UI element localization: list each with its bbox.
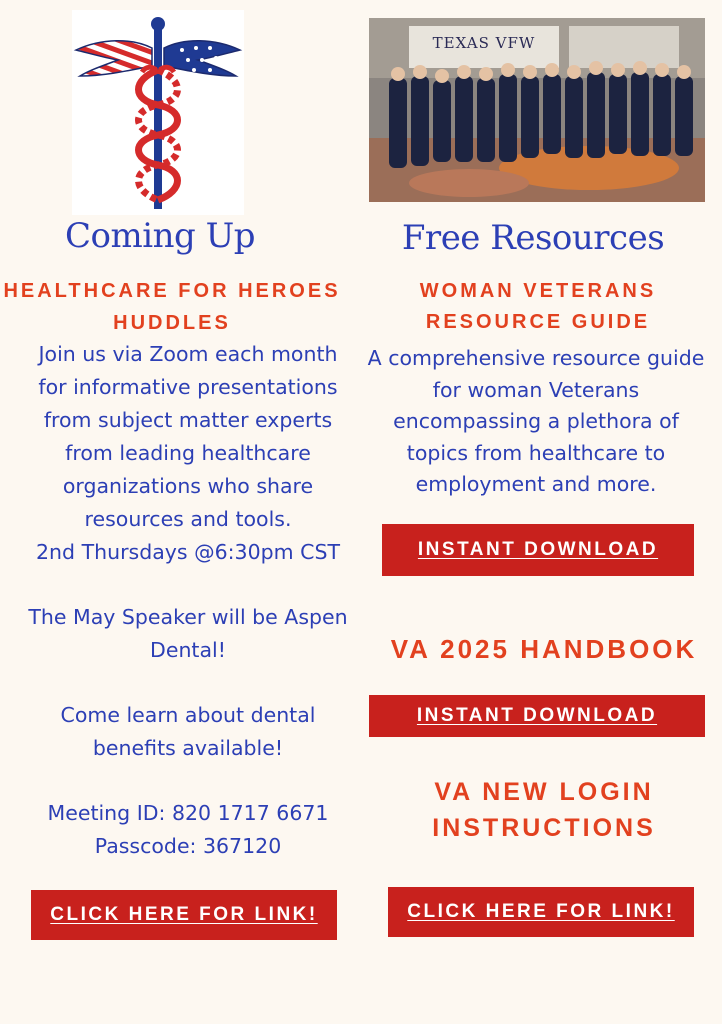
text-line: Join us via Zoom each month <box>38 342 338 366</box>
schedule-text: 2nd Thursdays @6:30pm CST <box>36 540 340 564</box>
text-line: employment and more. <box>415 472 657 496</box>
text-line: Dental! <box>150 638 226 662</box>
free-resources-title: Free Resources <box>401 218 665 258</box>
huddles-heading-line2: HUDDLES <box>113 312 231 334</box>
huddles-heading-line1: HEALTHCARE FOR HEROES <box>3 280 341 302</box>
group-photo <box>369 18 705 202</box>
text-line: benefits available! <box>92 736 284 760</box>
caduceus-image <box>72 10 244 215</box>
caduceus-icon <box>72 10 244 215</box>
login-heading-line2: INSTRUCTIONS <box>432 814 656 842</box>
text-line: A comprehensive resource guide <box>367 346 705 370</box>
guide-description <box>362 343 710 501</box>
text-line: encompassing a plethora of <box>393 409 679 433</box>
text-line: The May Speaker will be Aspen <box>28 605 348 629</box>
text-line: from subject matter experts <box>43 408 333 432</box>
text-line: for informative presentations <box>38 375 338 399</box>
dental-text <box>8 699 368 765</box>
guide-heading-line2: RESOURCE GUIDE <box>425 311 651 333</box>
text-line: for woman Veterans <box>432 377 640 402</box>
guide-heading-line1: WOMAN VETERANS <box>419 280 657 302</box>
text-line: from leading healthcare <box>65 441 311 465</box>
meeting-details <box>8 797 368 863</box>
banner-text: TEXAS VFW <box>432 34 536 52</box>
text-line: topics from healthcare to <box>406 440 666 465</box>
guide-download-button[interactable]: INSTANT DOWNLOAD <box>382 524 694 576</box>
passcode: Passcode: 367120 <box>94 834 282 858</box>
zoom-link-button[interactable]: CLICK HERE FOR LINK! <box>31 890 337 940</box>
speaker-text <box>8 601 368 667</box>
meeting-id: Meeting ID: 820 1717 6671 <box>47 801 329 825</box>
login-heading-line1: VA NEW LOGIN <box>434 778 654 806</box>
handbook-heading: VA 2025 HANDBOOK <box>390 634 698 664</box>
coming-up-title: Coming Up <box>65 216 255 256</box>
text-line: organizations who share <box>62 474 314 498</box>
text-line: Come learn about dental <box>60 703 316 727</box>
login-link-button[interactable]: CLICK HERE FOR LINK! <box>388 887 694 937</box>
text-line: resources and tools. <box>84 507 292 531</box>
huddles-description <box>16 338 360 569</box>
handbook-download-button[interactable]: INSTANT DOWNLOAD <box>369 695 705 737</box>
